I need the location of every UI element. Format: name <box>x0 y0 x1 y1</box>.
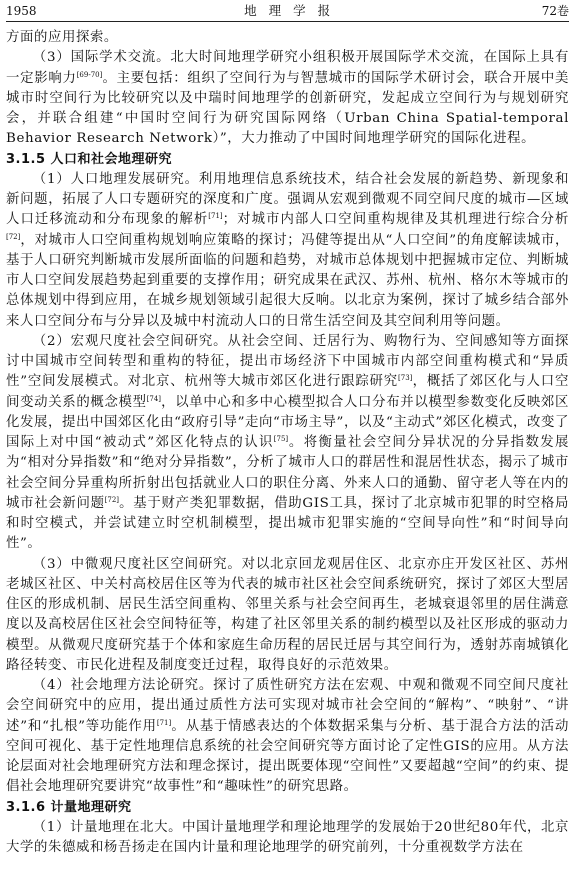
citation-marker: [71] <box>208 212 223 221</box>
citation-marker: [72] <box>6 232 21 241</box>
volume-label: 72卷 <box>541 4 569 18</box>
body-paragraph: （3）中微观尺度社区空间研究。对以北京回龙观居住区、北京亦庄开发区社区、苏州老城区社区、中关村高校居住区等为代表的城市社区社会空间系统研究，探讨了郊区大型居住区的形成机制、居民生活空间重构、邻里关系与社会空间再生，老城衰退邻里的居住满意度以及高校居住区社会空间特征等，构建了社区邻里关系的制约模型以及社区形成的驱动力模型。从微观尺度研究基于个体和家庭生命历程的居民迁居与其空间行为，透射苏南城镇化路径转变、市民化进程及制度变迁过程，取得良好的示范效果。 <box>6 556 569 673</box>
article-body <box>4 28 571 858</box>
body-paragraph: （4）社会地理方法论研究。探讨了质性研究方法在宏观、中观和微观不同空间尺度社会空间研究中的应用，提出通过质性方法可实现对城市社会空间的“解构”、“映射”、“讲述”和“扎根”等功能作用[71]。从基于情感表达的个体数据采集与分析、基于混合方法的活动空间可视化、基于定性地理信息系统的社会空间研究等方面讨论了定性GIS的应用。从方法论层面对社会地理研究方法和理念探讨，提出既要体现“空间性”又要超越“空间”的约束、提倡社会地理研究要讲究“故事性”和“趣味性”的研究思路。 <box>6 678 569 795</box>
journal-title: 地 理 学 报 <box>244 3 335 18</box>
section-heading: 3.1.5 人口和社会地理研究 <box>6 151 173 167</box>
body-paragraph: 方面的应用探索。 <box>6 30 118 45</box>
citation-marker: [71] <box>156 718 172 727</box>
citation-marker: [73] <box>398 374 413 383</box>
citation-marker: [69-70] <box>76 70 103 79</box>
running-header <box>6 0 569 22</box>
body-paragraph: （1）人口地理发展研究。利用地理信息系统技术，结合社会发展的新趋势、新现象和新问题，拓展了人口专题研究的深度和广度。强调从宏观到微观不同空间尺度的城市—区域人口迁移流动和分布现象的解析[71]；对城市内部人口空间重构规律及其机理进行综合分析[72]，对城市人口空间重构规划响应策略的探讨；冯健等提出从“人口空间”的角度解读城市，基于人口研究判断城市发展所面临的问题和趋势，对城市总体规划中把握城市定位、判断城市人口空间发展趋势起到重要的支撑作用；研究成果在武汉、苏州、杭州、格尔木等城市的总体规划中得到应用，在城乡规划领域引起很大反响。以北京为案例，探讨了城乡结合部外来人口空间分布与分异以及城中村流动人口的日常生活空间及其空间利用等问题。 <box>6 171 569 329</box>
body-paragraph: （2）宏观尺度社会空间研究。从社会空间、迁居行为、购物行为、空间感知等方面探讨中国城市空间转型和重构的特征，提出市场经济下中国城市内部空间重构模式和“异质性”空间发展模式。对北京、杭州等大城市郊区化进行跟踪研究[73]，概括了郊区化与人口空间变动关系的概念模型[74]，以单中心和多中心模型拟合人口分布并以模型参数变化反映郊区化发展，提出中国郊区化由“政府引导”走向“市场主导”，以及“主动式”郊区化模式，改变了国际上对中国“被动式”郊区化特点的认识[75]。将衡量社会空间分异状况的分异指数发展为“相对分异指数”和“绝对分异指数”，分析了城市人口的群居性和混居性状态，揭示了城市社会空间分异重构所折射出包括就业人口的职住分离、外来人口的通勤、留守老人等在内的城市社会新问题[72]。基于财产类犯罪数据，借助GIS工具，探讨了北京城市犯罪的时空格局和时空模式，并尝试建立时空机制模型，提出城市犯罪实施的“空间导向性”和“时间导向性”。 <box>6 333 569 552</box>
body-paragraph: （1）计量地理在北大。中国计量地理学和理论地理学的发展始于20世纪80年代，北京大学的朱德威和杨吾扬走在国内计量和理论地理学的研究前列，十分重视数学方法在 <box>6 819 569 855</box>
page-number: 1958 <box>6 4 37 18</box>
body-paragraph: （3）国际学术交流。北大时间地理学研究小组积极开展国际学术交流，在国际上具有一定影响力[69-70]。主要包括：组织了空间行为与智慧城市的国际学术研讨会，联合开展中美城市时空间行为比较研究以及中瑞时间地理学的创新研究，发起成立空间行为与规划研究会，并联合组建“中国时空间行为研究国际网络（Urban China Spatial-temporal Behavior Research Network）”，大力推动了中国时间地理学研究的国际化进程。 <box>6 50 569 147</box>
citation-marker: [75] <box>273 435 289 443</box>
citation-marker: [72] <box>104 495 120 504</box>
section-heading: 3.1.6 计量地理研究 <box>6 799 132 815</box>
citation-marker: [74] <box>146 394 162 403</box>
